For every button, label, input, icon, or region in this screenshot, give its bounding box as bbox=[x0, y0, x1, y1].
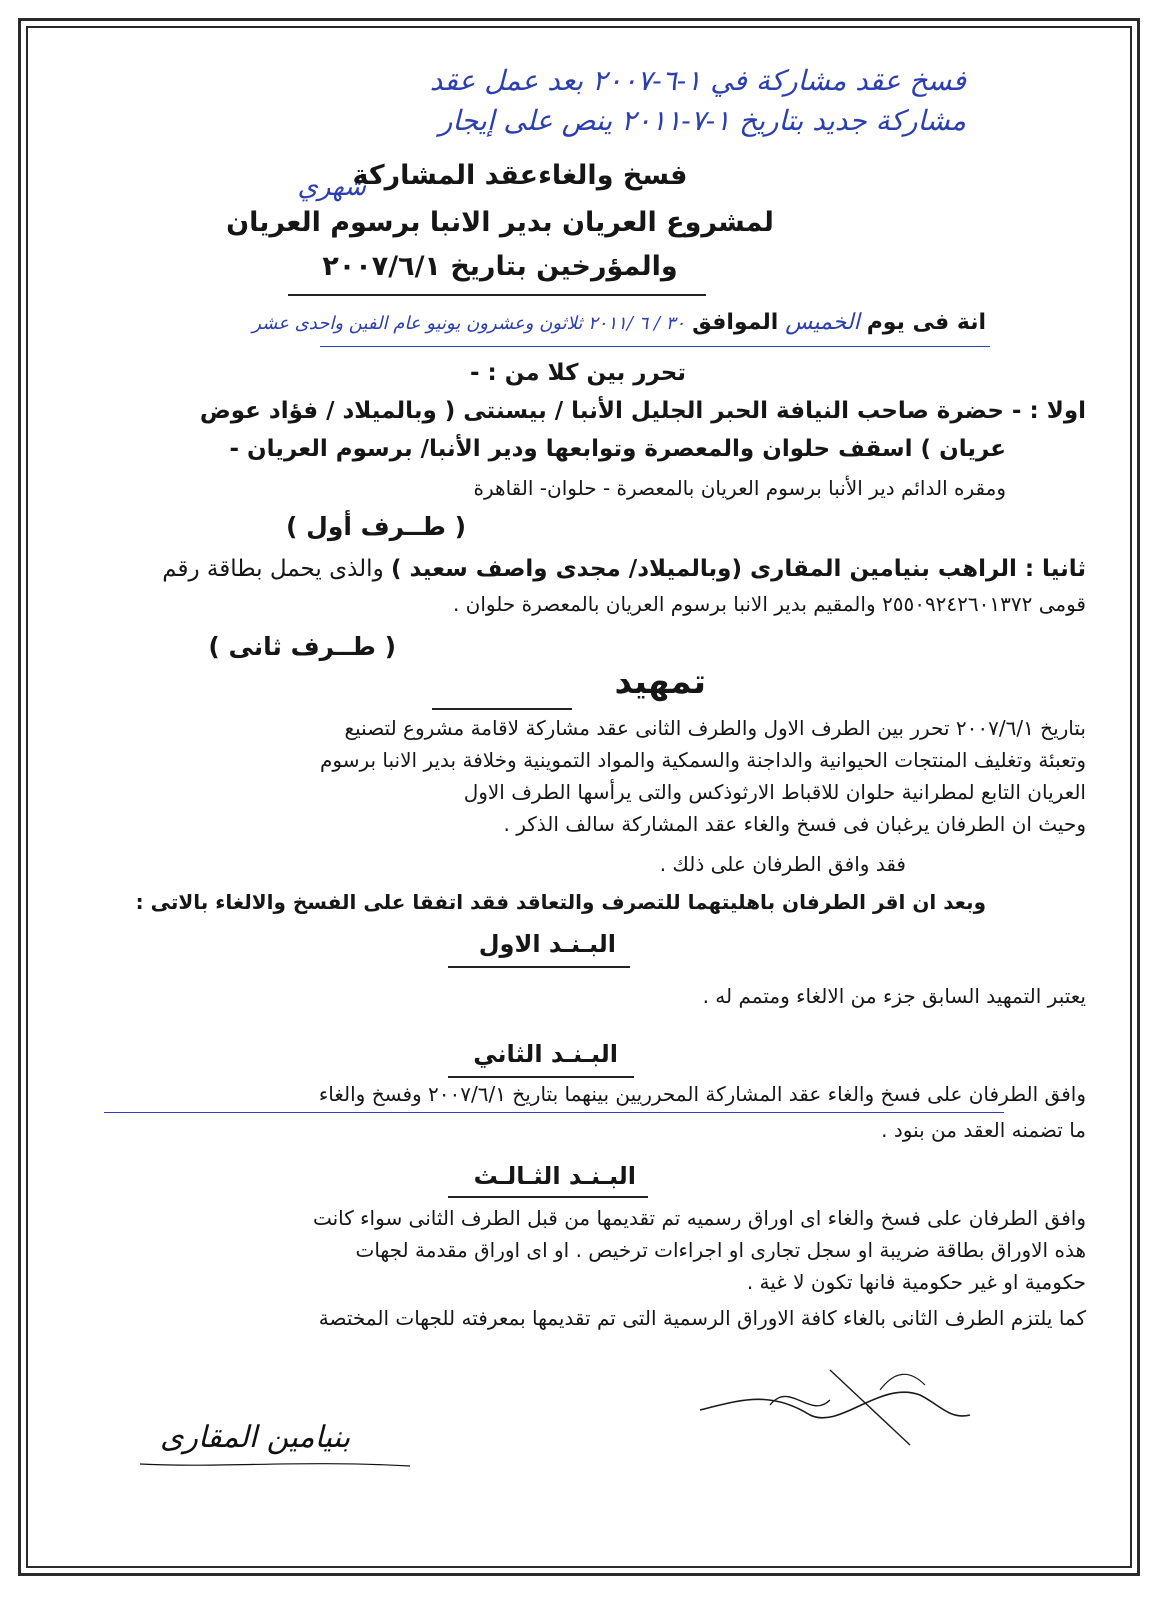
clause2-line2: ما تضمنه العقد من بنود . bbox=[881, 1118, 1086, 1142]
date-handwritten: ٣٠ / ٦ /٢٠١١ ثلاثون وعشرون يونيو عام الفين واحدى عشر bbox=[252, 313, 686, 334]
second-party-line1 bbox=[162, 556, 1086, 582]
title-line3: والمؤرخين بتاريخ ٢٠٠٧/٦/١ bbox=[322, 251, 678, 282]
clause3-line-2: هذه الاوراق بطاقة ضريبة او سجل تجارى او اجراءات ترخيص . او اى اوراق مقدمة لجهات bbox=[355, 1238, 1086, 1262]
clause3-heading: البـنـد الثـالـث bbox=[473, 1162, 636, 1190]
preamble-line-3: العريان التابع لمطرانية حلوان للاقباط الارثوذكس والتى يرأسها الطرف الاول bbox=[463, 780, 1086, 804]
signature-left bbox=[140, 1410, 420, 1470]
signature-right bbox=[680, 1360, 980, 1450]
contract-document bbox=[60, 0, 1106, 1600]
preamble-line-1: بتاريخ ٢٠٠٧/٦/١ تحرر بين الطرف الاول والطرف الثانى عقد مشاركة لاقامة مشروع لتصنيع bbox=[344, 716, 1086, 740]
second-party-id-intro: والذى يحمل بطاقة رقم bbox=[162, 556, 384, 582]
preamble-heading: تمهيد bbox=[614, 662, 706, 702]
first-party-line1: اولا : - حضرة صاحب النيافة الحبر الجليل الأنبا / بيسنتى ( وبالميلاد / فؤاد عوض bbox=[199, 398, 1086, 424]
clause1-text: يعتبر التمهيد السابق جزء من الالغاء ومتمم له . bbox=[702, 984, 1086, 1008]
title-rule bbox=[288, 294, 706, 296]
clause2-heading: البـنـد الثاني bbox=[473, 1040, 618, 1068]
second-party-line2: قومى ٢٥٥٠٩٢٤٢٦٠١٣٧٢ والمقيم بدير الانبا برسوم العريان بالمعصرة حلوان . bbox=[452, 592, 1086, 616]
clause3-line-4: كما يلتزم الطرف الثانى بالغاء كافة الاوراق الرسمية التى تم تقديمها بمعرفته للجهات المختصة bbox=[318, 1306, 1086, 1330]
clause2-line1: وافق الطرفان على فسخ والغاء عقد المشاركة المحرريين بينهما بتاريخ ٢٠٠٧/٦/١ وفسخ والغاء bbox=[318, 1082, 1086, 1106]
date-day-handwritten: الخميس bbox=[785, 310, 860, 335]
first-party-line3: ومقره الدائم دير الأنبا برسوم العريان بالمعصرة - حلوان- القاهرة bbox=[473, 476, 1006, 500]
clause2-handwritten-underline bbox=[104, 1112, 1004, 1113]
preamble-line-4: وحيث ان الطرفان يرغبان فى فسخ والغاء عقد المشاركة سالف الذكر . bbox=[503, 812, 1086, 836]
handwritten-note-line1: فسخ عقد مشاركة في ١-٦-٢٠٠٧ بعد عمل عقد bbox=[429, 64, 966, 97]
clause3-line-1: وافق الطرفان على فسخ والغاء اى اوراق رسميه تم تقديمها من قبل الطرف الثانى سواء كانت bbox=[312, 1206, 1086, 1230]
preamble-line-2: وتعبئة وتغليف المنتجات الحيوانية والداجنة والسمكية والمواد التموينية وخلافة بدير الانبا برسوم bbox=[320, 748, 1086, 772]
clause3-underline bbox=[448, 1196, 648, 1198]
clause1-underline bbox=[448, 966, 630, 968]
date-printed: انة فى يوم bbox=[866, 310, 986, 335]
clause2-underline bbox=[448, 1076, 634, 1078]
preamble-agreement: وبعد ان اقر الطرفان باهليتهما للتصرف والتعاقد فقد اتفقا على الفسخ والالغاء بالاتى : bbox=[135, 890, 986, 914]
date-underline bbox=[320, 346, 990, 347]
second-party-label: ( طــرف ثانى ) bbox=[208, 632, 396, 661]
title-line1: فسخ والغاءعقد المشاركة bbox=[352, 160, 688, 191]
date-line bbox=[252, 310, 986, 335]
title-line2: لمشروع العريان بدير الانبا برسوم العريان bbox=[226, 207, 774, 238]
signature-left-handwritten: بنيامين المقارى bbox=[160, 1420, 351, 1455]
preamble-line-5: فقد وافق الطرفان على ذلك . bbox=[659, 852, 906, 876]
handwritten-note-line3: شهري bbox=[297, 172, 366, 202]
handwritten-note-line2: مشاركة جديد بتاريخ ١-٧-٢٠١١ ينص على إيجار bbox=[438, 104, 966, 137]
second-party-name: ثانيا : الراهب بنيامين المقارى (وبالميلاد/ مجدى واصف سعيد ) bbox=[391, 556, 1086, 582]
clause3-line-3: حكومية او غير حكومية فانها تكون لا غية . bbox=[746, 1270, 1086, 1294]
date-printed-2: الموافق bbox=[692, 310, 779, 335]
between-line: تحرر بين كلا من : - bbox=[469, 360, 686, 386]
preamble-underline bbox=[432, 708, 572, 710]
first-party-line2: عريان ) اسقف حلوان والمعصرة وتوابعها ودير الأنبا/ برسوم العريان - bbox=[229, 436, 1006, 462]
clause1-heading: البـنـد الاول bbox=[478, 930, 616, 958]
signature-left-stroke bbox=[140, 1454, 420, 1474]
first-party-label: ( طــرف أول ) bbox=[286, 512, 466, 541]
